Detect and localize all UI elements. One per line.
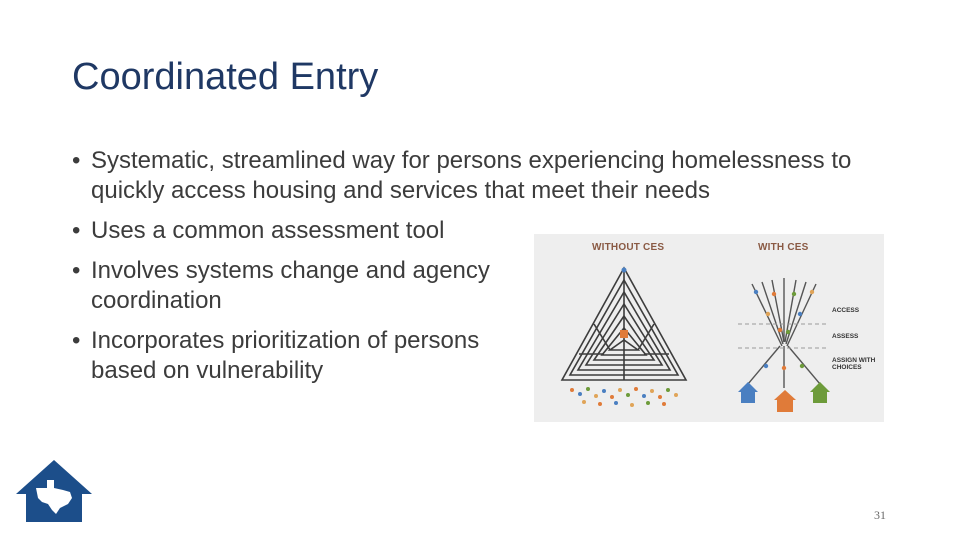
blue-house-icon	[738, 382, 758, 403]
ces-diagram-graphic	[534, 234, 884, 422]
bullet-item	[72, 256, 531, 316]
texas-house-logo-icon	[14, 458, 94, 524]
bullet-text: Incorporates prioritization of persons based on vulnerability	[91, 327, 480, 384]
maze-center-marker	[620, 330, 628, 338]
bullet-text: Uses a common assessment tool	[91, 217, 445, 244]
bullet-marker: •	[72, 257, 81, 284]
page-number: 31	[874, 508, 886, 522]
bullet-item	[72, 216, 531, 246]
bullet-marker: •	[72, 147, 81, 174]
ces-comparison-figure	[534, 234, 884, 422]
bullet-text: Systematic, streamlined way for persons experiencing homelessness to quickly access housing and services that meet their needs	[91, 147, 852, 204]
green-house-icon	[810, 382, 830, 403]
people-dots-icon	[570, 387, 678, 407]
maze-top-marker	[622, 268, 627, 273]
slide-title: Coordinated Entry	[72, 56, 379, 98]
bullet-item	[72, 146, 872, 206]
stage-assign-label: ASSIGN WITH CHOICES	[832, 357, 876, 371]
stage-access-label: ACCESS	[832, 307, 860, 314]
bullet-text: Involves systems change and agency coordination	[91, 257, 490, 314]
maze-icon	[562, 268, 686, 380]
orange-house-icon	[774, 390, 796, 412]
bullet-marker: •	[72, 217, 81, 244]
funnel-icon	[748, 278, 820, 388]
stage-assess-label: ASSESS	[832, 333, 859, 340]
bullet-item	[72, 326, 531, 386]
without-ces-label: WITHOUT CES	[592, 242, 665, 253]
bullet-marker: •	[72, 327, 81, 354]
with-ces-label: WITH CES	[758, 242, 809, 253]
